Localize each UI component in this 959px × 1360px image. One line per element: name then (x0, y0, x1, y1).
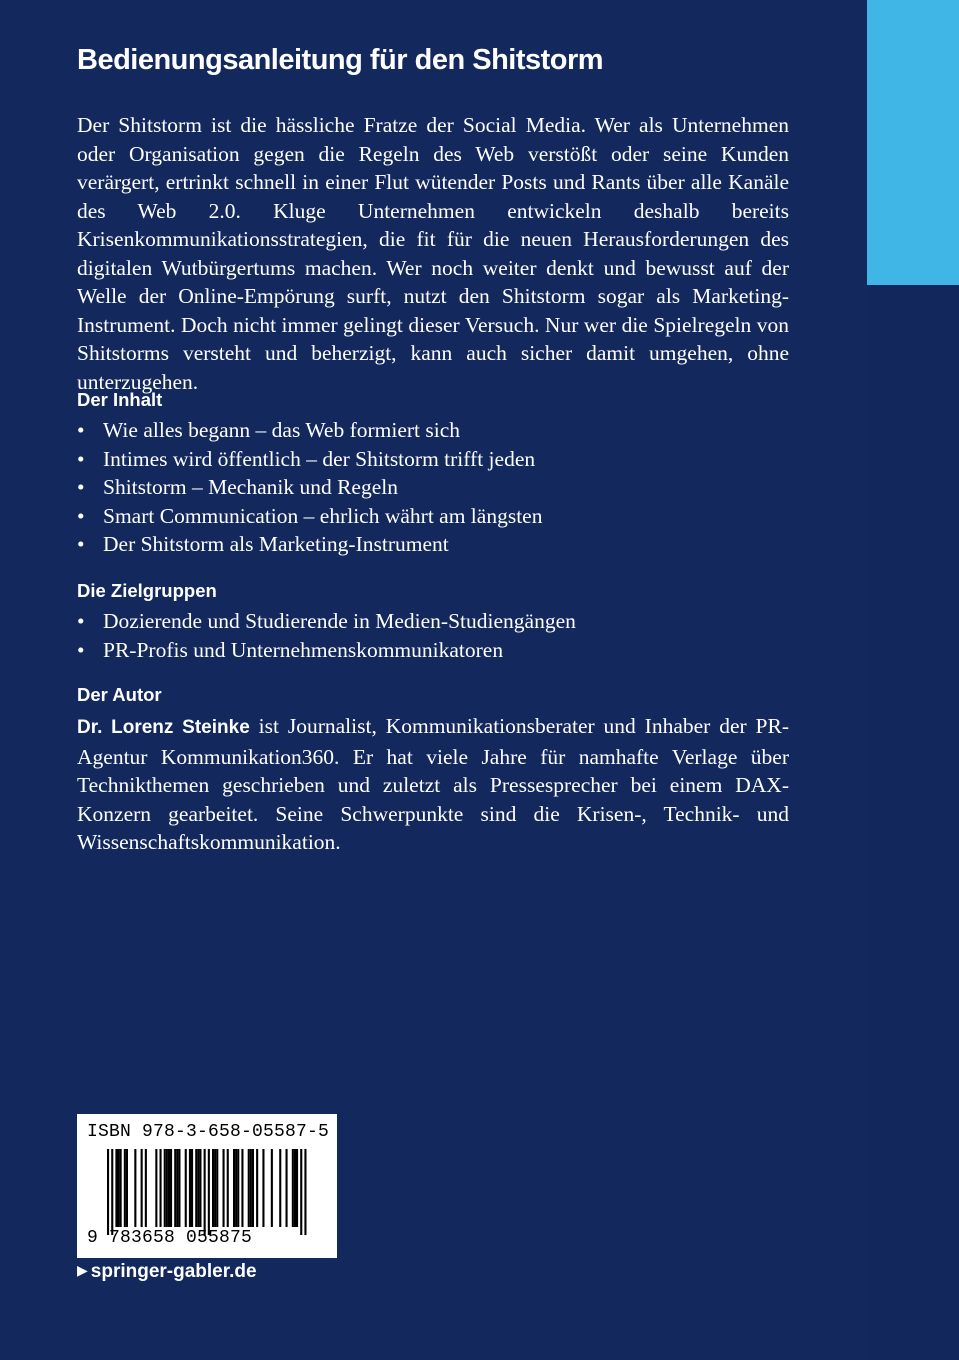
barcode-bar (286, 1149, 288, 1227)
barcode-bar (241, 1149, 243, 1227)
author-name: Dr. Lorenz Steinke (77, 717, 250, 738)
barcode-bar (233, 1149, 235, 1227)
bullet-icon: • (77, 503, 85, 528)
audience-heading: Die Zielgruppen (77, 580, 217, 601)
intro-paragraph: Der Shitstorm ist die hässliche Fratze der Social Media. Wer als Unternehmen oder Organisation gegen die Regeln des Web verstößt oder seine Kunden verärgert, ertrinkt schnell in einer Flut wütender Posts und Rants über alle Kanäle des Web 2.0. Kluge Unternehmen entwickeln deshalb bereits Krisenkommunikationsstrategien, die fit für die neuen Herausforderungen des digitalen Wutbürgertums machen. Wer noch weiter denkt und bewusst auf der Welle der Online-Empörung surft, nutzt den Shitstorm sogar als Marketing- Instrument. Doch nicht immer gelingt dieser Versuch. Nur wer die Spielregeln von Shitstorms versteht und beherzigt, kann auch sicher damit umgehen, ohne unterzugehen. (77, 113, 789, 394)
barcode-bar (176, 1149, 178, 1227)
list-item (77, 445, 797, 474)
barcode-bar (300, 1149, 302, 1235)
barcode-bar (195, 1149, 197, 1227)
barcode-bar (166, 1149, 168, 1227)
barcode-bar (155, 1149, 157, 1227)
bullet-icon: • (77, 446, 85, 471)
publisher-url-line (77, 1261, 257, 1283)
barcode-bar (252, 1149, 254, 1227)
barcode-bar (235, 1149, 237, 1227)
author-heading: Der Autor (77, 684, 162, 705)
list-item-text: Smart Communication – ehrlich währt am längsten (103, 503, 543, 528)
list-item (77, 416, 797, 445)
barcode-bar (191, 1149, 193, 1227)
barcode-bar (250, 1149, 252, 1227)
barcode-bar (271, 1149, 273, 1227)
barcode-bar (126, 1149, 128, 1227)
barcode-bar (107, 1149, 109, 1235)
barcode-bar (237, 1149, 239, 1227)
barcode-bar (178, 1149, 180, 1227)
barcode-bar (115, 1149, 117, 1227)
barcode-bar (199, 1149, 201, 1227)
isbn-label: ISBN 978-3-658-05587-5 (87, 1122, 330, 1142)
content-list (77, 416, 797, 559)
list-item-text: Shitstorm – Mechanik und Regeln (103, 475, 398, 499)
bullet-icon: • (77, 637, 85, 662)
barcode-bar (164, 1149, 166, 1227)
barcode-bar (134, 1149, 136, 1227)
barcode-bar (212, 1149, 214, 1227)
bullet-icon: • (77, 475, 85, 499)
author-bio: ist Journalist, Kommunikationsberater und Inhaber der PR-Agentur Kommunikation360. Er hat viele Jahre für namhafte Verlage über Technikthemen geschrieben und zuletzt als Pressesprecher bei einem DAX-Konzern gearbeitet. Seine Schwerpunkte sind die Krisen-, Technik- und Wissenschaftskommunikation. (77, 714, 789, 854)
barcode-bar (118, 1149, 120, 1227)
ean-digits: 9 783658 055875 (87, 1228, 253, 1248)
list-item-text: Der Shitstorm als Marketing-Instrument (103, 532, 449, 556)
barcode-bar (185, 1149, 187, 1227)
barcode-bar (294, 1149, 296, 1227)
content-heading: Der Inhalt (77, 389, 163, 410)
barcode-bar (160, 1149, 162, 1227)
barcode-bar (145, 1149, 147, 1227)
barcode-bar (292, 1149, 294, 1227)
barcode-bar (174, 1149, 176, 1227)
barcode-bar (124, 1149, 126, 1227)
barcode-bar (141, 1149, 143, 1227)
audience-list (77, 607, 797, 664)
barcode-bar (216, 1149, 218, 1227)
barcode-bar (304, 1149, 306, 1235)
barcode-bar (170, 1149, 172, 1227)
barcode-bar (223, 1149, 225, 1227)
barcode-bar (262, 1149, 264, 1227)
barcode-bar (111, 1149, 113, 1235)
list-item-text: PR-Profis und Unternehmenskommunikatoren (103, 637, 504, 662)
bullet-icon: • (77, 609, 85, 633)
list-item (77, 473, 797, 502)
bullet-icon: • (77, 532, 85, 556)
list-item-text: Intimes wird öffentlich – der Shitstorm trifft jeden (103, 446, 536, 471)
accent-tab (867, 0, 959, 285)
bullet-icon: • (77, 418, 85, 442)
barcode-bar (120, 1149, 122, 1227)
barcode-bar (208, 1149, 210, 1235)
list-item-text: Wie alles begann – das Web formiert sich (103, 418, 461, 442)
list-item (77, 636, 797, 665)
barcode-bar (214, 1149, 216, 1227)
arrow-right-icon: ▶ (77, 1262, 88, 1278)
barcode-bar (204, 1149, 206, 1235)
barcode-bar (197, 1149, 199, 1227)
publisher-url: springer-gabler.de (90, 1261, 257, 1282)
list-item (77, 530, 797, 559)
page-title: Bedienungsanleitung für den Shitstorm (77, 44, 604, 76)
barcode-bar (227, 1149, 229, 1227)
barcode-bar (168, 1149, 170, 1227)
barcode-bar (248, 1149, 250, 1227)
list-item (77, 607, 797, 636)
barcode-bar (189, 1149, 191, 1227)
barcode-bar (279, 1149, 281, 1227)
isbn-barcode (77, 1114, 337, 1258)
author-paragraph (77, 712, 789, 857)
barcode-bar (256, 1149, 258, 1227)
list-item (77, 502, 797, 531)
barcode-bar (296, 1149, 298, 1227)
list-item-text: Dozierende und Studierende in Medien-Studiengängen (103, 609, 576, 633)
